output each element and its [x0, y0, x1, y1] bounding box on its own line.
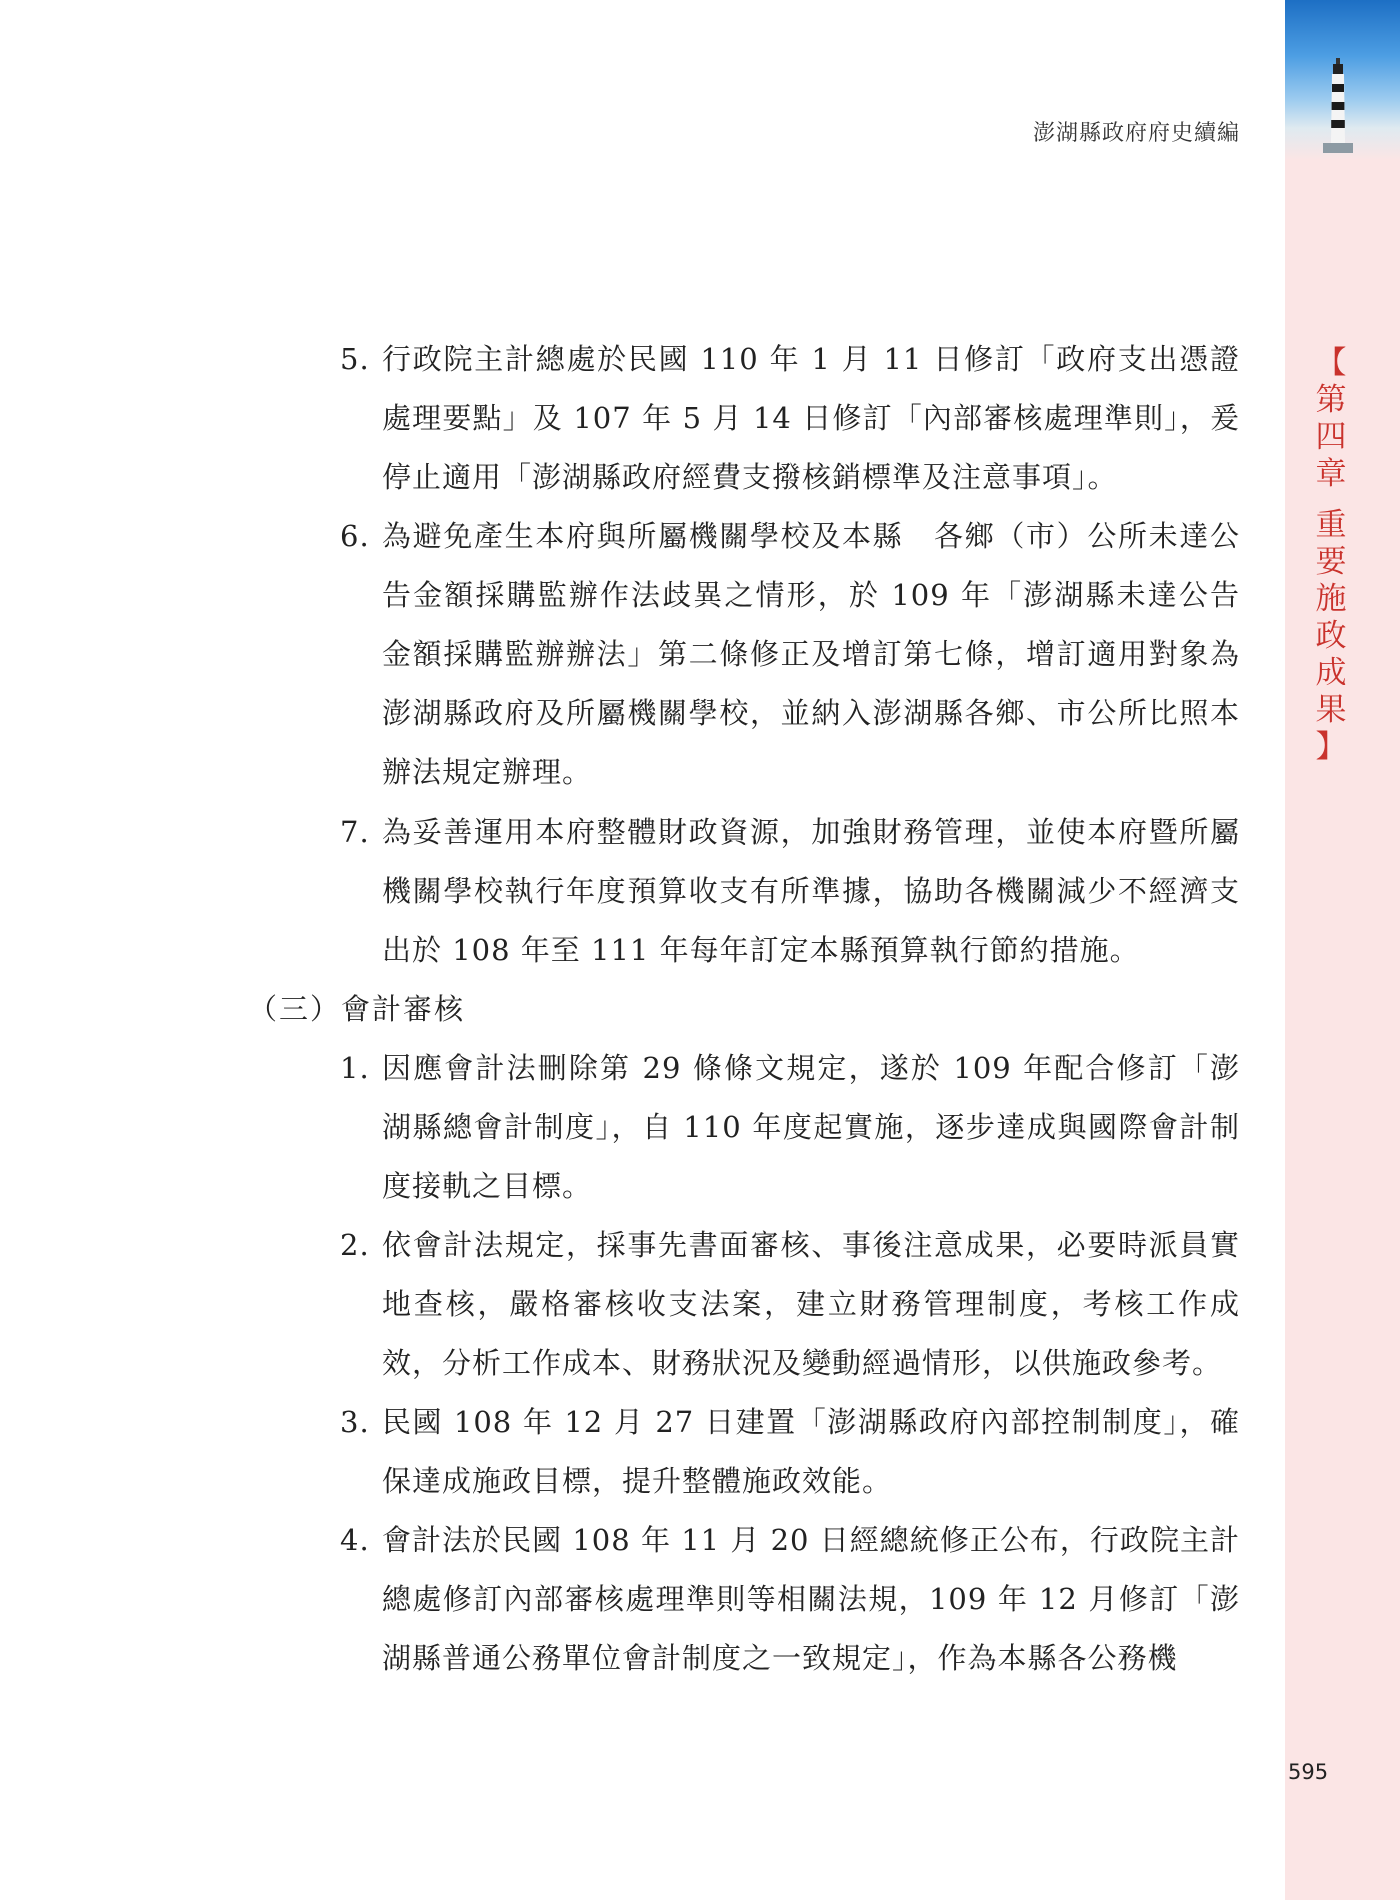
chapter-tab[interactable]: [1308, 345, 1354, 766]
section-heading: （三）會計審核: [248, 992, 466, 1026]
item-text: 依會計法規定，採事先書面審核、事後注意成果，必要時派員實地查核，嚴格審核收支法案，建立財務管理制度，考核工作成效，分析工作成本、財務狀況及變動經過情形，以供施政參考。: [382, 1228, 1240, 1380]
item-text: 為避免產生本府與所屬機關學校及本縣 各鄉（市）公所未達公告金額採購監辦作法歧異之情形，於 109 年「澎湖縣未達公告金額採購監辦辦法」第二條修正及增訂第七條，增訂適用對象為澎湖縣政府及所屬機關學校，並納入澎湖縣各鄉、市公所比照本辦法規定辦理。: [382, 519, 1240, 789]
chapter-open-bracket: 【: [1315, 345, 1347, 381]
item-number: 4.: [340, 1523, 370, 1557]
item-number: 7.: [340, 815, 370, 849]
item-number: 5.: [340, 342, 370, 376]
chapter-topic: [1308, 507, 1354, 729]
chapter-close-bracket: 】: [1315, 729, 1347, 765]
chapter-char: 果: [1315, 692, 1347, 728]
list-item: [340, 1216, 1240, 1393]
item-number: 2.: [340, 1228, 370, 1262]
lighthouse-icon: [1323, 58, 1353, 153]
item-number: 3.: [340, 1405, 370, 1439]
list-item: [340, 803, 1240, 980]
list-item: [340, 507, 1240, 802]
item-text: 民國 108 年 12 月 27 日建置「澎湖縣政府內部控制制度」，確保達成施政目標，提升整體施政效能。: [382, 1405, 1240, 1498]
item-text: 因應會計法刪除第 29 條條文規定，遂於 109 年配合修訂「澎湖縣總會計制度」，自 110 年度起實施，逐步達成與國際會計制度接軌之目標。: [382, 1051, 1240, 1203]
chapter-char: 第: [1315, 382, 1347, 418]
list-item: [340, 1393, 1240, 1511]
chapter-char: 要: [1315, 544, 1347, 580]
list-item: [340, 1039, 1240, 1216]
chapter-char: 成: [1315, 655, 1347, 691]
chapter-char: 政: [1315, 618, 1347, 654]
item-text: 會計法於民國 108 年 11 月 20 日經總統修正公布，行政院主計總處修訂內部審核處理準則等相關法規，109 年 12 月修訂「澎湖縣普通公務單位會計制度之一致規定」，作為本縣各公務機: [382, 1523, 1240, 1675]
item-number: 1.: [340, 1051, 370, 1085]
page-number: 595: [1288, 1760, 1329, 1784]
chapter-char: 重: [1315, 507, 1347, 543]
side-band: [1285, 0, 1400, 1900]
chapter-char: 四: [1315, 419, 1347, 455]
item-text: 為妥善運用本府整體財政資源，加強財務管理，並使本府暨所屬機關學校執行年度預算收支有所準據，協助各機關減少不經濟支出於 108 年至 111 年每年訂定本縣預算執行節約措施。: [382, 815, 1240, 967]
item-text: 行政院主計總處於民國 110 年 1 月 11 日修訂「政府支出憑證處理要點」及 107 年 5 月 14 日修訂「內部審核處理準則」，爰停止適用「澎湖縣政府經費支撥核銷標準及注意事項」。: [382, 342, 1240, 494]
running-title: 澎湖縣政府府史續編: [1032, 121, 1240, 146]
chapter-label: [1308, 382, 1354, 493]
lighthouse-photo: [1285, 0, 1400, 160]
chapter-char: 施: [1315, 581, 1347, 617]
chapter-char: 章: [1315, 456, 1347, 492]
list-item: [340, 1511, 1240, 1688]
item-number: 6.: [340, 519, 370, 553]
list-item: [340, 330, 1240, 507]
